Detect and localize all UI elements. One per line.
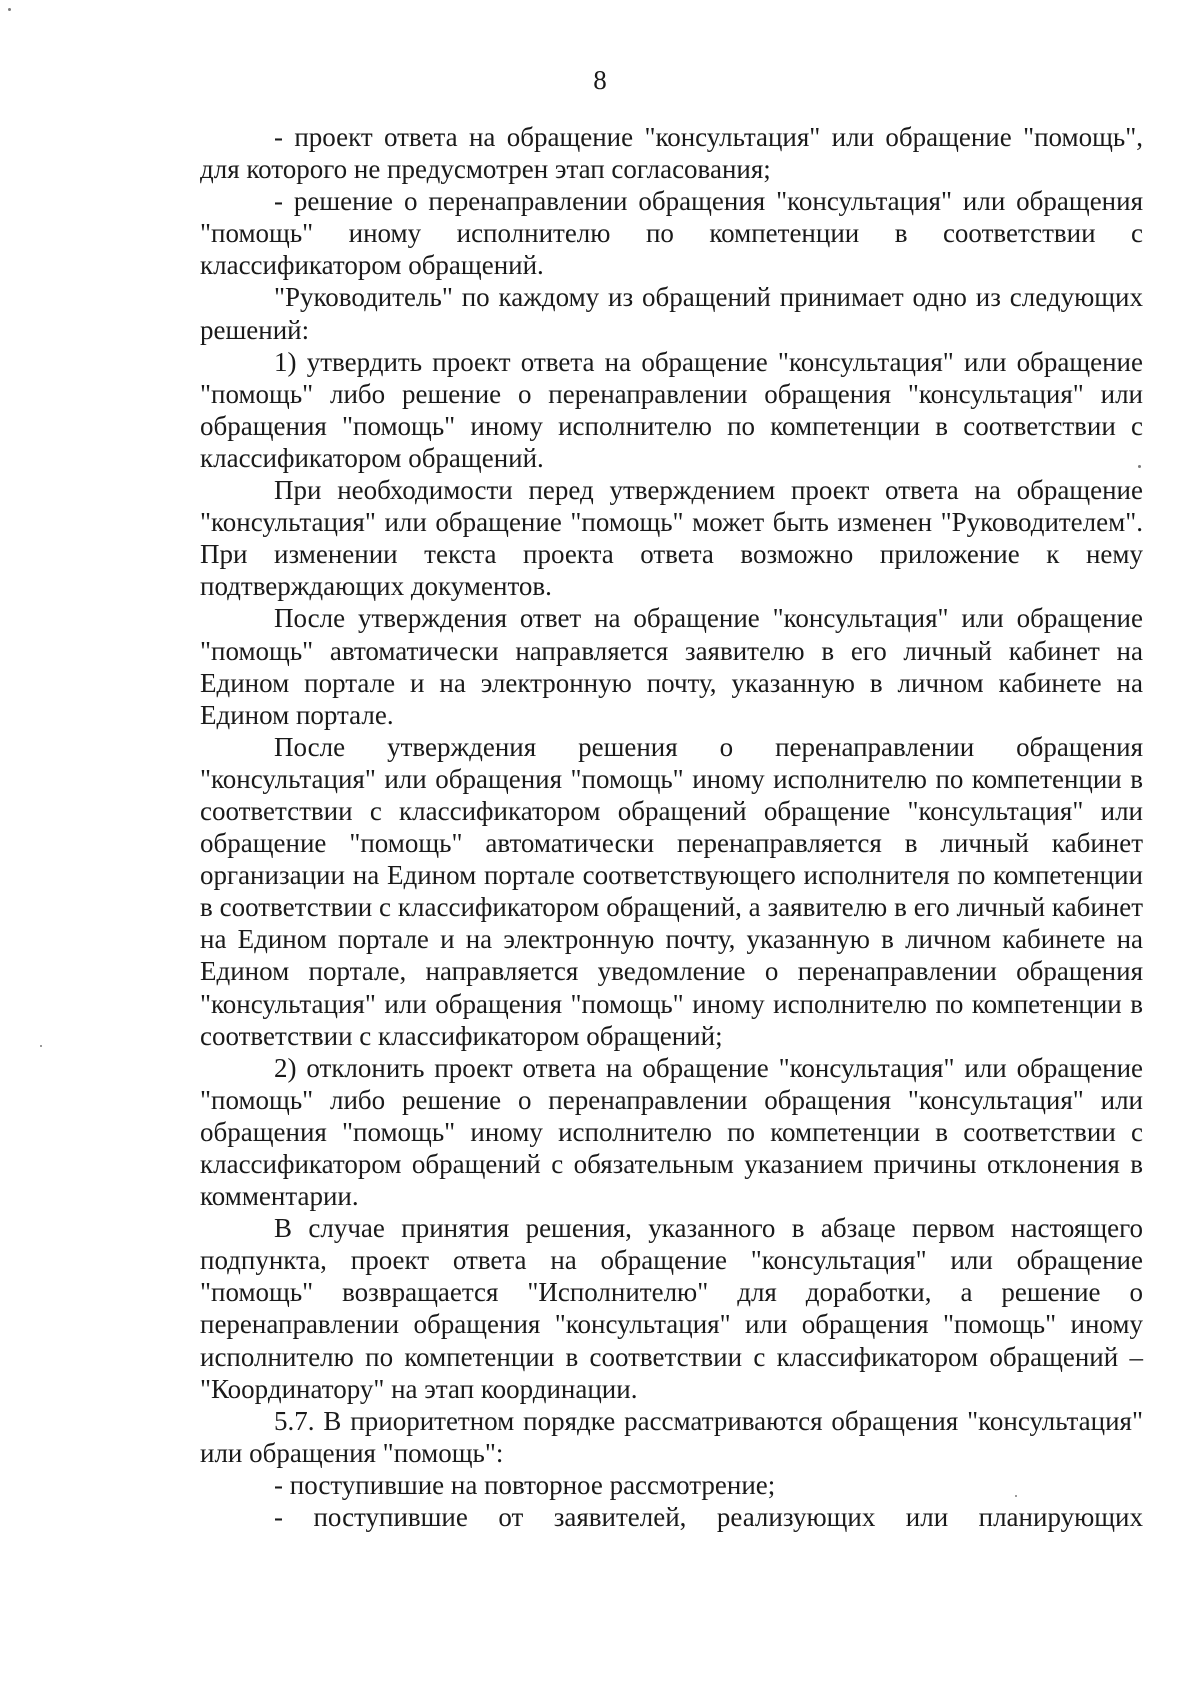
- paragraph-dash-repeat-review: - поступившие на повторное рассмотрение;: [274, 1469, 776, 1500]
- paragraph-rejection-consequence: В случае принятия решения, указанного в абзаце первом настоящего подпункта, проект ответа на обращение "консультация" или обращение "помощь" возвращается "Исполнителю" для доработки, а решение о перенаправлении обращения "консультация" или обращения "помощь" иному исполнителю по компетенции в соответствии с классификатором обращений – "Координатору" на этап координации.: [200, 1213, 1143, 1404]
- paragraph-edit-before-approval: При необходимости перед утверждением проект ответа на обращение "консультация" или обращение "помощь" может быть изменен "Руководителем". При изменении текста проекта ответа возможно приложение к нему подтверждающих документов.: [200, 475, 1143, 602]
- document-body: [200, 121, 1143, 1533]
- paragraph-item-2-reject: 2) отклонить проект ответа на обращение "консультация" или обращение "помощь" либо решение о перенаправлении обращения "консультация" или обращения "помощь" иному исполнителю по компетенции в соответствии с классификатором обращений с обязательным указанием причины отклонения в комментарии.: [200, 1052, 1143, 1212]
- paragraph-dash-draft-answer: - проект ответа на обращение "консультация" или обращение "помощь", для которого не предусмотрен этап согласования;: [200, 122, 1143, 185]
- scan-speck: [8, 8, 11, 11]
- paragraph-item-1-approve: 1) утвердить проект ответа на обращение "консультация" или обращение "помощь" либо решение о перенаправлении обращения "консультация" или обращения "помощь" иному исполнителю по компетенции в соответствии с классификатором обращений.: [200, 346, 1143, 473]
- page-number: 8: [593, 65, 607, 95]
- paragraph-dash-redirect-decision: - решение о перенаправлении обращения "консультация" или обращения "помощь" иному исполнителю по компетенции в соответствии с классификатором обращений.: [200, 186, 1143, 281]
- paragraph-section-5-7: 5.7. В приоритетном порядке рассматриваются обращения "консультация" или обращения "помощь":: [200, 1405, 1143, 1468]
- paragraph-after-approval-redirect: После утверждения решения о перенаправлении обращения "консультация" или обращения "помощь" иному исполнителю по компетенции в соответствии с классификатором обращений обращение "консультация" или обращение "помощь" автоматически перенаправляется в личный кабинет организации на Едином портале соответствующего исполнителя по компетенции в соответствии с классификатором обращений, а заявителю в его личный кабинет на Едином портале и на электронную почту, указанную в личном кабинете на Едином портале, направляется уведомление о перенаправлении обращения "консультация" или обращения "помощь" иному исполнителю по компетенции в соответствии с классификатором обращений;: [200, 731, 1143, 1051]
- scan-speck: [40, 1045, 42, 1047]
- paragraph-dash-from-applicants: - поступившие от заявителей, реализующих или планирующих: [274, 1502, 1143, 1533]
- paragraph-manager-decisions: "Руководитель" по каждому из обращений принимает одно из следующих решений:: [200, 282, 1143, 345]
- paragraph-after-approval-answer: После утверждения ответ на обращение "консультация" или обращение "помощь" автоматически направляется заявителю в его личный кабинет на Едином портале и на электронную почту, указанную в личном кабинете на Едином портале.: [200, 603, 1143, 730]
